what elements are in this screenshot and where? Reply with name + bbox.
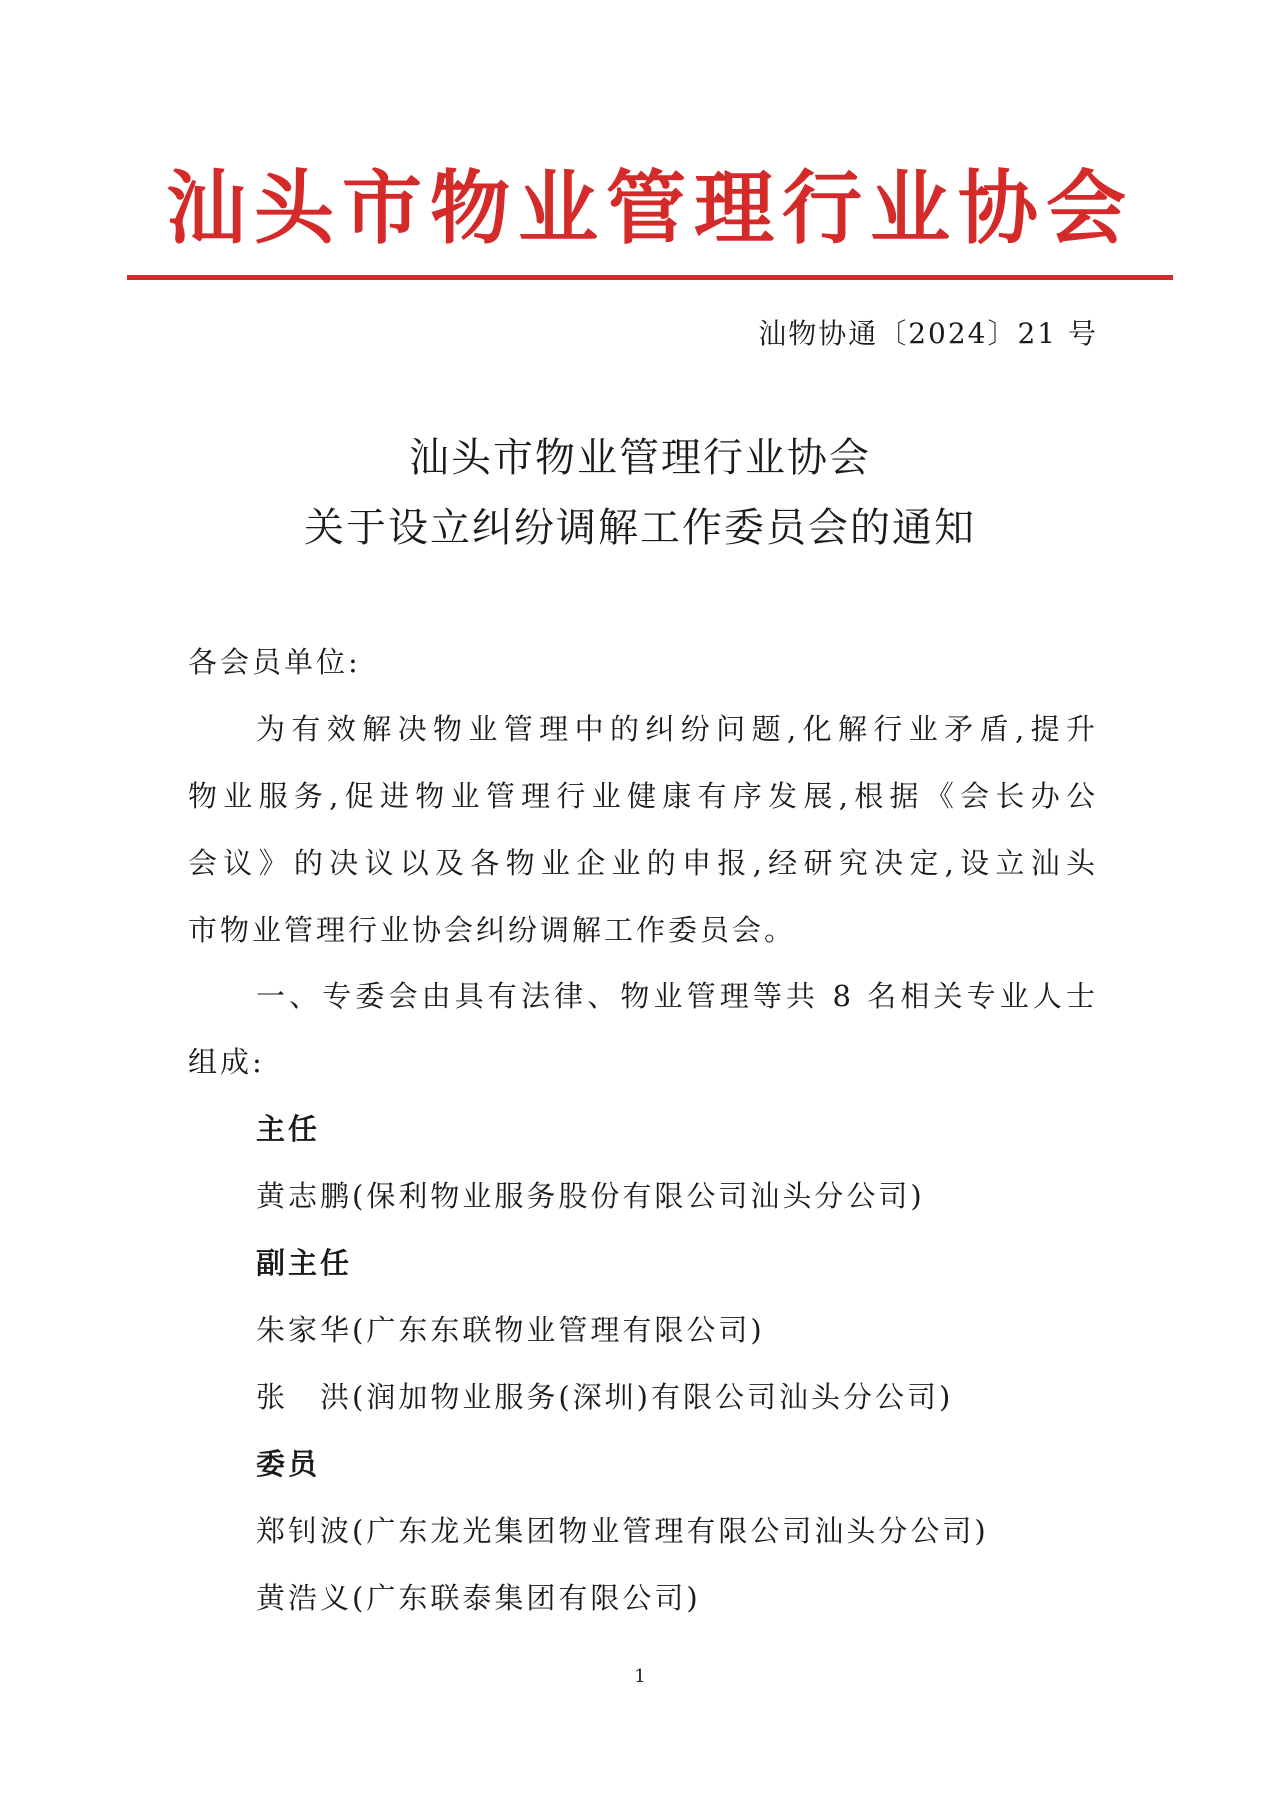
paragraph-2-line-2: 组成: [188,1045,265,1079]
role-heading-deputy-director: 副主任 [256,1246,353,1280]
title-line-2: 关于设立纠纷调解工作委员会的通知 [304,505,976,551]
salutation: 各会员单位: [188,645,361,679]
member-entry: 张 洪(润加物业服务(深圳)有限公司汕头分公司) [256,1380,954,1414]
role-heading-director: 主任 [256,1112,321,1146]
role-heading-committee-member: 委员 [256,1447,321,1481]
paragraph-2-line-1: 一、专委会由具有法律、物业管理等共 8 名相关专业人士 [256,979,1098,1013]
paragraph-1-line-4: 市物业管理行业协会纠纷调解工作委员会。 [188,913,797,947]
page-number: 1 [634,1666,646,1687]
paragraph-1-line-3: 会议》的决议以及各物业企业的申报,经研究决定,设立汕头 [188,846,1098,880]
member-entry: 黄浩义(广东联泰集团有限公司) [256,1581,701,1615]
member-entry: 黄志鹏(保利物业服务股份有限公司汕头分公司) [256,1179,925,1213]
masthead-red-rule [127,275,1173,280]
member-entry: 朱家华(广东东联物业管理有限公司) [256,1313,765,1347]
masthead-org-name: 汕头市物业管理行业协会 [166,161,1134,255]
member-entry: 郑钊波(广东龙光集团物业管理有限公司汕头分公司) [256,1514,989,1548]
document-number: 汕物协通〔2024〕21 号 [758,317,1098,350]
paragraph-1-line-2: 物业服务,促进物业管理行业健康有序发展,根据《会长办公 [188,779,1098,813]
paragraph-1-line-1: 为有效解决物业管理中的纠纷问题,化解行业矛盾,提升 [256,712,1098,746]
title-line-1: 汕头市物业管理行业协会 [409,435,871,481]
